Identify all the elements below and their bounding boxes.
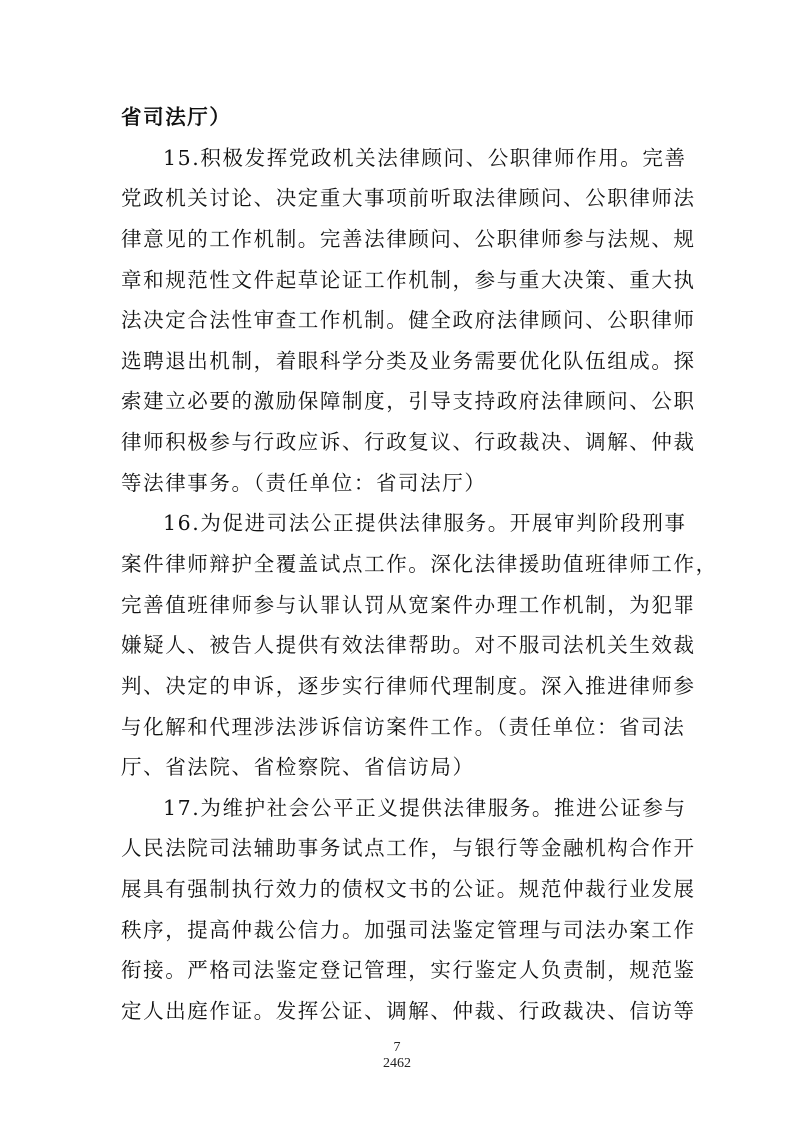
text-line-3: 党政机关讨论、决定重大事项前听取法律顾问、公职律师法 [121,186,696,210]
text-line-10: 等法律事务。（责任单位：省司法厅） [121,471,487,495]
text-line-14: 嫌疑人、被告人提供有效法律帮助。对不服司法机关生效裁 [121,633,696,657]
text-line-20: 展具有强制执行效力的债权文书的公证。规范仲裁行业发展 [121,877,696,901]
text-line-9: 律师积极参与行政应诉、行政复议、行政裁决、调解、仲裁 [121,430,696,454]
text-line-17: 厅、省法院、省检察院、省信访局） [121,755,475,779]
total-page-number: 2462 [383,1056,411,1071]
page-number: 7 [393,1040,401,1055]
text-line-23: 定人出庭作证。发挥公证、调解、仲裁、行政裁决、信访等 [121,999,696,1023]
text-line-5: 章和规范性文件起草论证工作机制，参与重大决策、重大执 [121,268,696,292]
text-line-8: 索建立必要的激励保障制度，引导支持政府法律顾问、公职 [121,389,696,413]
text-line-4: 律意见的工作机制。完善法律顾问、公职律师参与法规、规 [121,227,696,251]
text-line-21: 秩序，提高仲裁公信力。加强司法鉴定管理与司法办案工作 [121,918,696,942]
text-line-19: 人民法院司法辅助事务试点工作，与银行等金融机构合作开 [121,836,696,860]
text-line-7: 选聘退出机制，着眼科学分类及业务需要优化队伍组成。探 [121,349,696,373]
text-line-11: 16.为促进司法公正提供法律服务。开展审判阶段刑事 [163,511,687,535]
text-line-16: 与化解和代理涉法涉诉信访案件工作。（责任单位：省司法 [121,715,686,739]
text-line-18: 17.为维护社会公平正义提供法律服务。推进公证参与 [163,796,687,820]
text-line-22: 衔接。严格司法鉴定登记管理，实行鉴定人负责制，规范鉴 [121,958,696,982]
text-line-2: 15.积极发挥党政机关法律顾问、公职律师作用。完善 [163,146,687,170]
text-line-13: 完善值班律师参与认罪认罚从宽案件办理工作机制，为犯罪 [121,593,696,617]
text-line-1: 省司法厅） [121,105,232,129]
text-line-15: 判、决定的申诉，逐步实行律师代理制度。深入推进律师参 [121,674,696,698]
text-line-6: 法决定合法性审查工作机制。健全政府法律顾问、公职律师 [121,308,696,332]
text-line-12: 案件律师辩护全覆盖试点工作。深化法律援助值班律师工作， [121,552,718,576]
